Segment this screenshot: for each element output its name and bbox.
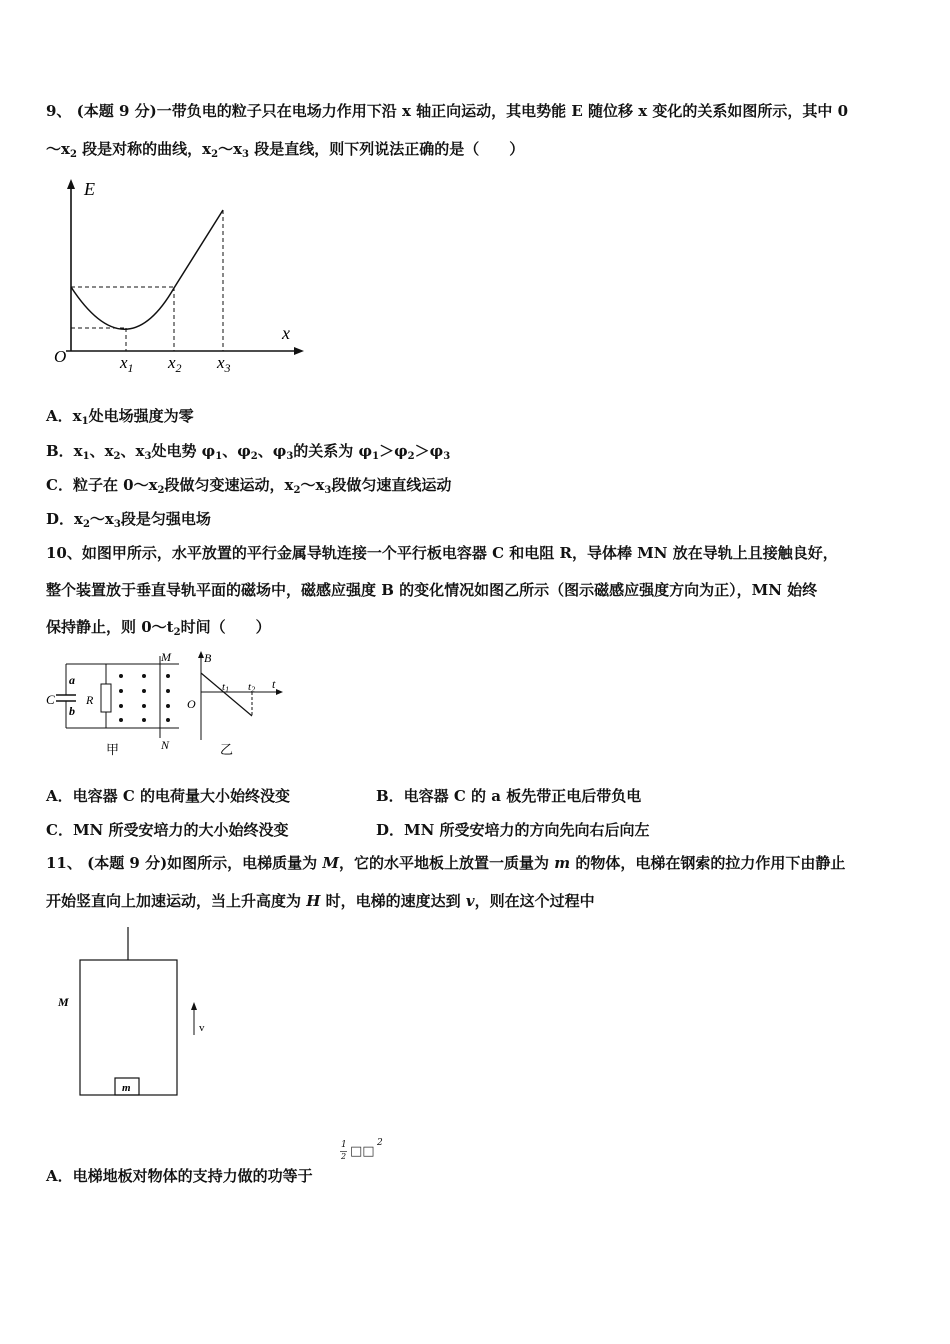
label-x: x xyxy=(282,323,290,343)
label-x1 xyxy=(119,353,134,375)
q9-energy-graph xyxy=(48,175,310,380)
label-E: E xyxy=(84,179,95,199)
caption-yi: 乙 xyxy=(220,742,234,757)
t: 时，电梯的速度达到 xyxy=(320,892,466,910)
s: 3 xyxy=(113,519,121,530)
t: C．粒子在 0～x xyxy=(46,476,158,494)
t: t xyxy=(222,681,226,693)
s: 2 xyxy=(293,485,301,496)
t: ～x xyxy=(89,510,114,528)
label-v: v xyxy=(199,1022,205,1034)
label-t1 xyxy=(222,681,229,694)
dot xyxy=(119,674,123,678)
s: 3 xyxy=(443,451,451,462)
s: 2 xyxy=(82,519,90,530)
q9-stem-line2 xyxy=(46,139,524,165)
sub: 2 xyxy=(211,149,219,160)
t: 1 xyxy=(225,685,230,694)
velocity-arrow-head xyxy=(191,1002,197,1010)
t: 、φ xyxy=(222,442,251,460)
label-t2 xyxy=(248,681,255,694)
s: 2 xyxy=(157,485,165,496)
formula-box: □□ xyxy=(350,1144,375,1159)
dot xyxy=(142,674,146,678)
t: B．x xyxy=(46,442,83,460)
q10-stem-line1: 10、如图甲所示，水平放置的平行金属导轨连接一个平行板电容器 C 和电阻 R，导体棒 MN 放在导轨上且接触良好， xyxy=(46,544,838,562)
t: t xyxy=(248,681,252,693)
dot xyxy=(142,704,146,708)
label-C: C xyxy=(46,692,55,707)
dot xyxy=(119,718,123,722)
t: 、x xyxy=(120,442,145,460)
dot xyxy=(166,689,170,693)
field-dots xyxy=(119,674,170,722)
s: 2 xyxy=(250,451,258,462)
label-m: m xyxy=(122,1082,131,1094)
t: 时间（ ） xyxy=(180,618,271,636)
label-R: R xyxy=(86,693,94,707)
t: 段做匀变速运动，x xyxy=(164,476,294,494)
dot xyxy=(119,704,123,708)
label-a: a xyxy=(69,673,75,687)
t: 3 xyxy=(224,361,231,375)
q11-elevator-figure xyxy=(50,925,220,1100)
q10-b-t-graph xyxy=(184,648,284,760)
t: ，则在这个过程中 xyxy=(474,892,595,910)
t: m xyxy=(554,854,571,872)
q9-option-a xyxy=(46,406,194,432)
t: D．x xyxy=(46,510,83,528)
t: 、x xyxy=(89,442,114,460)
s: 1 xyxy=(372,451,380,462)
sub: 1 xyxy=(81,416,89,427)
t: M xyxy=(322,854,340,872)
label-M: M xyxy=(58,995,69,1009)
t: 1 xyxy=(127,361,134,375)
x-arrow xyxy=(294,347,304,355)
dot xyxy=(166,674,170,678)
label-M: M xyxy=(161,650,171,664)
dot xyxy=(142,718,146,722)
q11-option-a: A．电梯地板对物体的支持力做的功等于 xyxy=(46,1167,313,1185)
text: A．x xyxy=(46,407,82,425)
label-x3 xyxy=(216,353,231,375)
dot xyxy=(142,689,146,693)
t: x xyxy=(217,353,225,372)
text: 处电场强度为零 xyxy=(88,407,194,425)
s: 3 xyxy=(144,451,152,462)
dot xyxy=(166,718,170,722)
q11-stem-line2 xyxy=(46,891,595,911)
s: 3 xyxy=(286,451,294,462)
formula-denominator: 2 xyxy=(341,1152,347,1161)
q9-option-b xyxy=(46,441,450,467)
t: 的关系为 φ xyxy=(293,442,373,460)
t: 段是匀强电场 xyxy=(120,510,211,528)
s: 2 xyxy=(113,451,121,462)
q10-stem-line3 xyxy=(46,617,271,643)
t: v xyxy=(465,892,475,910)
q11-stem-line1 xyxy=(46,853,845,873)
label-B: B xyxy=(204,651,212,665)
t: 开始竖直向上加速运动，当上升高度为 xyxy=(46,892,307,910)
s: 1 xyxy=(215,451,223,462)
label-b: b xyxy=(69,704,75,718)
label-t: t xyxy=(272,677,276,691)
text: 段是对称的曲线，x xyxy=(76,140,212,158)
sub: 3 xyxy=(242,149,249,160)
t: H xyxy=(306,892,321,910)
formula-numerator: 1 xyxy=(341,1140,347,1150)
t: 11、 (本题 9 分)如图所示，电梯质量为 xyxy=(46,854,323,872)
q10-option-d: D．MN 所受安培力的方向先向右后向左 xyxy=(376,821,650,839)
y-arrow xyxy=(67,179,75,189)
text: ～x xyxy=(46,140,70,158)
t: 段做匀速直线运动 xyxy=(331,476,452,494)
dot xyxy=(119,689,123,693)
t: ＞φ xyxy=(379,442,408,460)
q10-option-c: C．MN 所受安培力的大小始终没变 xyxy=(46,821,289,839)
formula-exponent: 2 xyxy=(377,1138,383,1148)
q10-option-a: A．电容器 C 的电荷量大小始终没变 xyxy=(46,787,291,805)
dot xyxy=(166,704,170,708)
t: x xyxy=(168,353,176,372)
label-N: N xyxy=(161,738,170,752)
t-arrow xyxy=(276,689,283,695)
elevator-box xyxy=(80,960,177,1095)
t: ～x xyxy=(300,476,325,494)
t: ＞φ xyxy=(414,442,444,460)
t: ，它的水平地板上放置一质量为 xyxy=(339,854,555,872)
t: 、φ xyxy=(257,442,287,460)
label-O: O xyxy=(187,697,196,711)
label-origin: O xyxy=(54,347,67,366)
q9-option-c xyxy=(46,475,451,501)
caption-jia: 甲 xyxy=(106,742,120,757)
b-line xyxy=(201,673,252,716)
t: 保持静止，则 0～t xyxy=(46,618,174,636)
s: 3 xyxy=(324,485,332,496)
text: ～x xyxy=(218,140,243,158)
t: 2 xyxy=(175,361,182,375)
q11-formula xyxy=(340,1140,390,1176)
q10-stem-line2: 整个装置放于垂直导轨平面的磁场中，磁感应强度 B 的变化情况如图乙所示（图示磁感应强度方向为正），MN 始终 xyxy=(46,581,818,599)
s: 2 xyxy=(407,451,415,462)
energy-curve xyxy=(71,210,223,329)
q9-stem-line1: 9、 (本题 9 分)一带负电的粒子只在电场力作用下沿 x 轴正向运动，其电势能 E 随位移 x 变化的关系如图所示，其中 0 xyxy=(46,102,849,120)
t: 的物体，电梯在钢索的拉力作用下由静止 xyxy=(570,854,846,872)
resistor xyxy=(101,684,111,712)
q10-option-b: B．电容器 C 的 a 板先带正电后带负电 xyxy=(376,787,642,805)
label-x2 xyxy=(167,353,182,375)
t: x xyxy=(120,353,128,372)
s: 2 xyxy=(173,627,181,638)
text: 段是直线，则下列说法正确的是（ ） xyxy=(248,140,525,158)
t: 处电势 φ xyxy=(151,442,216,460)
t: 2 xyxy=(251,685,256,694)
q10-circuit-figure xyxy=(44,648,194,760)
sub: 2 xyxy=(69,149,77,160)
s: 1 xyxy=(82,451,90,462)
q9-option-d xyxy=(46,509,211,535)
